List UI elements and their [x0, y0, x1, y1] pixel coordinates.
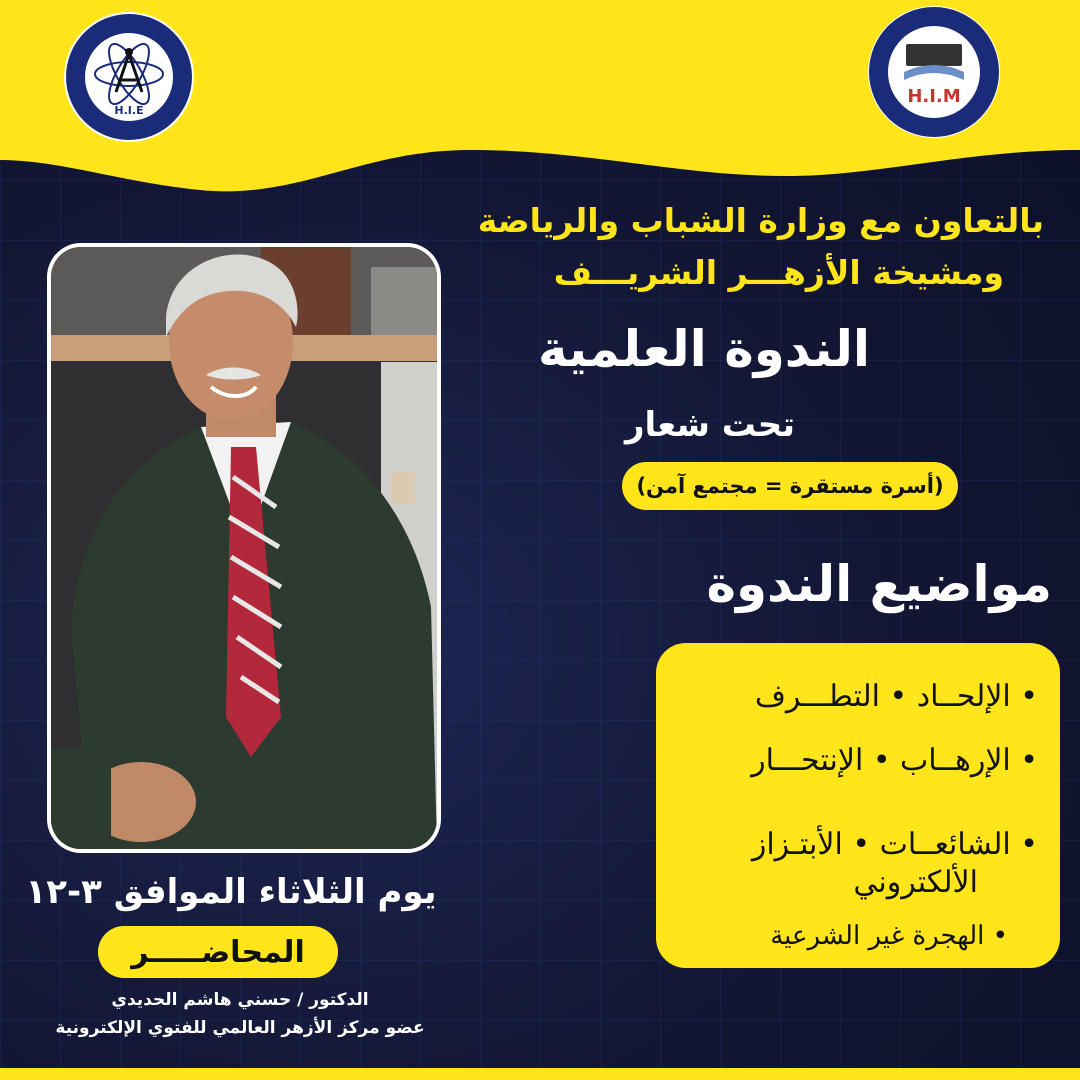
lecturer-name: الدكتور / حسني هاشم الحديدي: [111, 990, 369, 1010]
topics-heading: مواضيع الندوة: [706, 555, 1052, 613]
topic-item-1: • الإلحــاد • التطـــرف: [754, 679, 1038, 714]
topic-item-4: • الهجرة غير الشرعية: [770, 921, 1008, 951]
headline-line-2: ومشيخة الأزهـــر الشريـــف: [553, 253, 1004, 292]
event-date: يوم الثلاثاء الموافق ٣-١٢: [25, 872, 437, 912]
slogan-badge: (أسرة مستقرة = مجتمع آمن): [622, 462, 958, 510]
lecturer-photo: [51, 247, 437, 849]
topics-card: [656, 643, 1060, 968]
him-logo-text: H.I.M: [907, 86, 961, 107]
topic-item-2: • الإرهــاب • الإنتحـــار: [751, 743, 1038, 778]
him-logo: [868, 6, 1000, 138]
bottom-banner: [0, 1068, 1080, 1080]
hie-logo-text: H.I.E: [114, 104, 144, 117]
topic-item-3-continued: الألكتروني: [853, 865, 978, 900]
page-title: الندوة العلمية: [537, 320, 870, 378]
slogan-intro: تحت شعار: [624, 405, 796, 445]
headline-line-1: بالتعاون مع وزارة الشباب والرياضة: [477, 201, 1044, 240]
topic-item-3: • الشائعــات • الأبتـزاز: [751, 827, 1038, 862]
hie-logo: [64, 12, 194, 142]
partnership-headline: [444, 195, 1044, 299]
lecturer-label: المحاضـــــر: [98, 926, 338, 978]
lecturer-role: عضو مركز الأزهر العالمي للفتوي الإلكترونية: [55, 1018, 425, 1038]
